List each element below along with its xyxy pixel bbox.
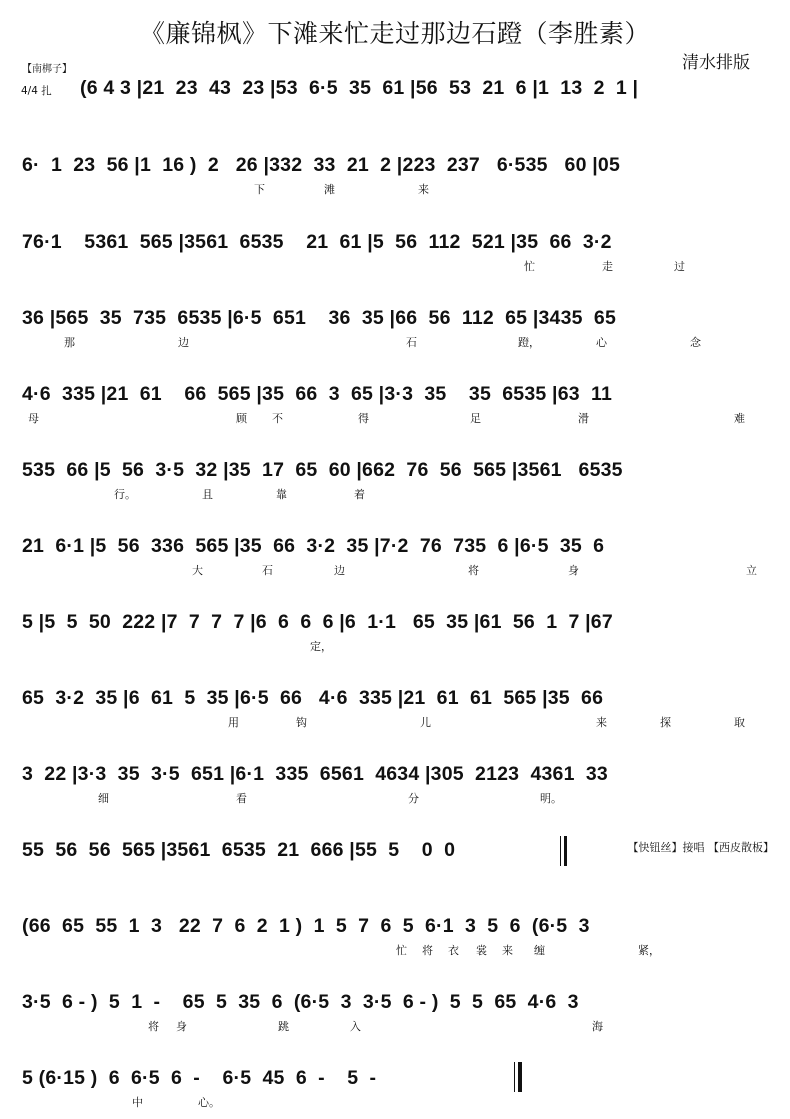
- notation-row: 535 66 |5 56 3·5 32 |35 17 65 60 |662 76 56 565 |3561 6535: [22, 459, 623, 481]
- lyric-char: 明。: [540, 792, 562, 805]
- lyric-char: 边: [178, 336, 189, 349]
- score-line-8: [22, 610, 770, 653]
- lyrics-row: [22, 410, 770, 426]
- lyric-char: 中: [132, 1096, 143, 1109]
- lyric-char: 来: [596, 716, 607, 729]
- double-bar-thin: [560, 836, 561, 866]
- lyric-char: 立: [746, 564, 757, 577]
- lyric-char: 靠: [276, 488, 287, 501]
- lyric-char: 难: [734, 412, 745, 425]
- lyric-char: 忙: [524, 260, 535, 273]
- lyric-char: 且: [202, 488, 213, 501]
- lyric-char: 裳: [476, 944, 487, 957]
- lyric-char: 用: [228, 716, 239, 729]
- lyrics-row: [22, 942, 770, 958]
- lyric-char: 将: [148, 1020, 159, 1033]
- lyric-char: 走: [602, 260, 613, 273]
- lyric-char: 跳: [278, 1020, 289, 1033]
- notation-row: 76·1 5361 565 |3561 6535 21 61 |5 56 112 521 |35 66 3·2: [22, 231, 612, 253]
- lyric-char: 过: [674, 260, 685, 273]
- lyric-char: 来: [502, 944, 513, 957]
- tune-tag: 【南梆子】: [22, 64, 72, 75]
- final-bar-thin: [514, 1062, 515, 1092]
- lyric-char: 取: [734, 716, 745, 729]
- lyric-char: 下: [254, 183, 265, 196]
- lyric-char: 着: [354, 488, 365, 501]
- score-line-12: [22, 914, 770, 957]
- score-line-1: [80, 76, 770, 100]
- notation-row: 3 22 |3·3 35 3·5 651 |6·1 335 6561 4634 |305 2123 4361 33: [22, 763, 608, 785]
- lyrics-row: [22, 334, 770, 350]
- lyrics-row: [22, 181, 770, 197]
- lyrics-row: [22, 790, 770, 806]
- lyric-char: 念: [690, 336, 701, 349]
- notation-row: 21 6·1 |5 56 336 565 |35 66 3·2 35 |7·2 76 735 6 |6·5 35 6: [22, 535, 605, 557]
- score-line-13: [22, 990, 770, 1033]
- score-line-9: [22, 686, 770, 729]
- notation-row: 65 3·2 35 |6 61 5 35 |6·5 66 4·6 335 |21 61 61 565 |35 66: [22, 687, 604, 709]
- lyric-char: 滑: [578, 412, 589, 425]
- lyric-char: 大: [192, 564, 203, 577]
- meter-note: 4/4 扎: [21, 85, 52, 97]
- lyric-char: 顾: [236, 412, 247, 425]
- transition-marker: 【快钮丝】接唱 【西皮散板】: [627, 841, 774, 854]
- lyric-char: 探: [660, 716, 671, 729]
- lyrics-row: [22, 1094, 770, 1110]
- lyric-char: 身: [176, 1020, 187, 1033]
- score-line-10: [22, 762, 770, 805]
- final-bar-thick: [518, 1062, 522, 1092]
- lyric-char: 足: [470, 412, 481, 425]
- lyric-char: 看: [236, 792, 247, 805]
- notation-row: 36 |565 35 735 6535 |6·5 651 36 35 |66 56 112 65 |3435 65: [22, 307, 617, 329]
- lyrics-row: [22, 1018, 770, 1034]
- score-line-14: [22, 1066, 770, 1109]
- lyric-char: 石: [406, 336, 417, 349]
- lyric-char: 定，: [310, 640, 332, 653]
- notation-row: (6 4 3 |21 23 43 23 |53 6·5 35 61 |56 53 21 6 |1 13 2 1 |: [80, 77, 639, 99]
- lyric-char: 石: [262, 564, 273, 577]
- edition-note: 清水排版: [682, 53, 750, 73]
- lyric-char: 边: [334, 564, 345, 577]
- lyric-char: 来: [418, 183, 429, 196]
- lyric-char: 那: [64, 336, 75, 349]
- double-bar-thick: [564, 836, 567, 866]
- notation-row: (66 65 55 1 3 22 7 6 2 1 ) 1 5 7 6 5 6·1 3 5 6 (6·5 3: [22, 915, 590, 937]
- lyric-char: 蹬，: [518, 336, 540, 349]
- lyric-char: 衣: [448, 944, 459, 957]
- lyrics-row: [22, 258, 770, 274]
- score-line-3: [22, 230, 770, 273]
- lyric-char: 海: [592, 1020, 603, 1033]
- notation-row: 55 56 56 565 |3561 6535 21 666 |55 5 0 0: [22, 839, 456, 861]
- lyric-char: 心。: [198, 1096, 220, 1109]
- lyric-char: 忙: [396, 944, 407, 957]
- score-title: 《廉锦枫》下滩来忙走过那边石蹬（李胜素）: [139, 19, 650, 48]
- notation-row: 5 (6·15 ) 6 6·5 6 - 6·5 45 6 - 5 -: [22, 1067, 377, 1089]
- lyric-char: 细: [98, 792, 109, 805]
- lyrics-row: [22, 714, 770, 730]
- lyric-char: 缠: [534, 944, 545, 957]
- lyric-char: 行。: [114, 488, 136, 501]
- lyric-char: 将: [468, 564, 479, 577]
- notation-row: 5 |5 5 50 222 |7 7 7 7 |6 6 6 6 |6 1·1 65 35 |61 56 1 7 |67: [22, 611, 613, 633]
- score-line-5: [22, 382, 770, 425]
- lyric-char: 紧，: [638, 944, 660, 957]
- score-line-4: [22, 306, 770, 349]
- lyric-char: 钩: [296, 716, 307, 729]
- lyric-char: 不: [272, 412, 283, 425]
- lyric-char: 分: [408, 792, 419, 805]
- notation-row: 6· 1 23 56 |1 16 ) 2 26 |332 33 21 2 |223 237 6·535 60 |05: [22, 154, 621, 176]
- notation-row: 4·6 335 |21 61 66 565 |35 66 3 65 |3·3 35 35 6535 |63 11: [22, 383, 613, 405]
- lyric-char: 母: [28, 412, 39, 425]
- lyrics-row: [22, 638, 770, 654]
- lyric-char: 得: [358, 412, 369, 425]
- lyric-char: 身: [568, 564, 579, 577]
- score-line-6: [22, 458, 770, 501]
- lyrics-row: [22, 486, 770, 502]
- lyric-char: 儿: [420, 716, 431, 729]
- lyric-char: 将: [422, 944, 433, 957]
- notation-row: 3·5 6 - ) 5 1 - 65 5 35 6 (6·5 3 3·5 6 - ) 5 5 65 4·6 3: [22, 991, 579, 1013]
- lyric-char: 心: [596, 336, 607, 349]
- lyrics-row: [22, 562, 770, 578]
- score-line-2: [22, 153, 770, 196]
- lyric-char: 滩: [324, 183, 335, 196]
- lyric-char: 入: [350, 1020, 361, 1033]
- score-line-7: [22, 534, 770, 577]
